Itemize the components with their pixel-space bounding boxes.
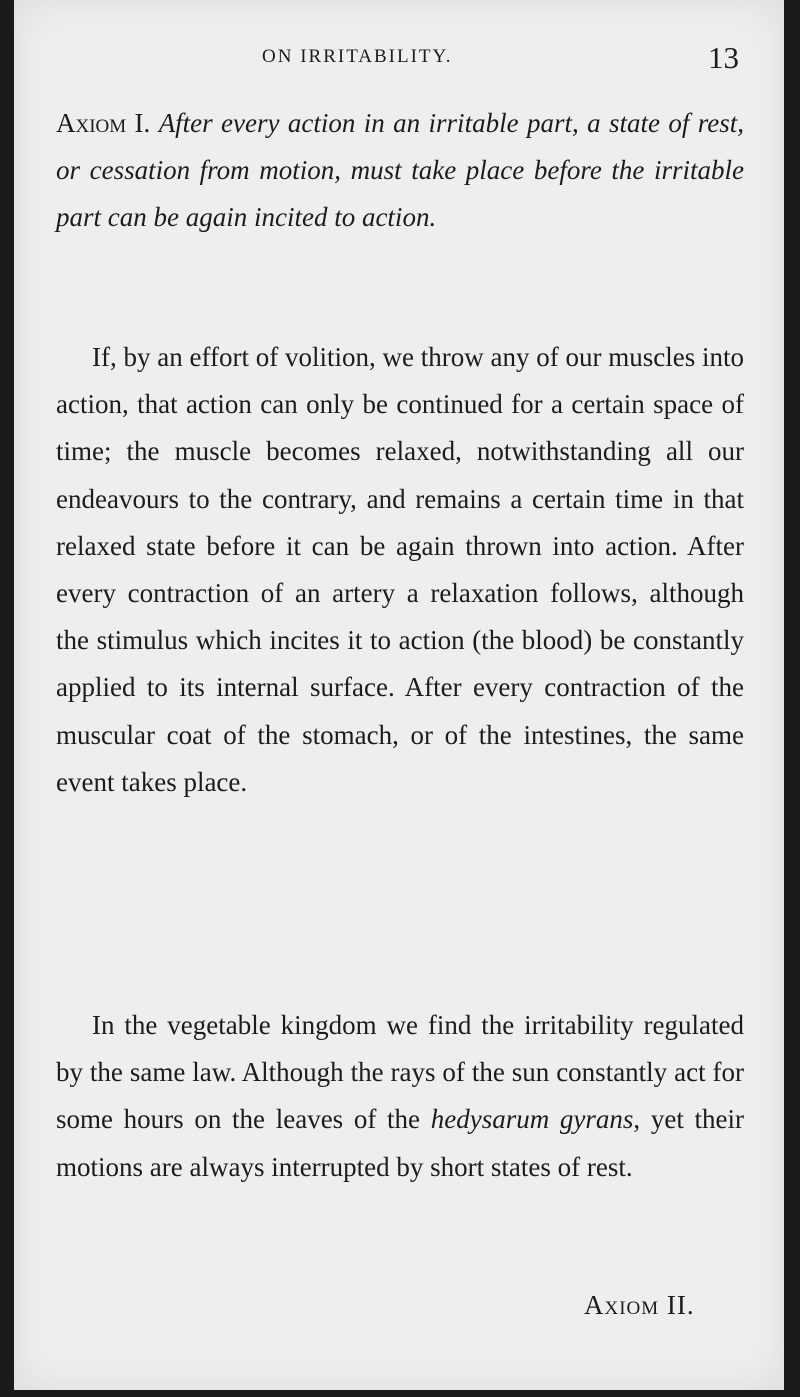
axiom-one-text: After every action in an irritable part, a state of rest, or cessation from motion, must take place before the irritable part can be again incited to action.: [56, 108, 744, 233]
axiom-one: [56, 100, 744, 242]
paragraph-vegetable-kingdom: [56, 1002, 744, 1191]
page-number: 13: [708, 40, 739, 75]
paragraph-text-start: In the vegetable kingdom we find the irritability regulated by the same law. Although the rays of the sun constantly act for some hours on the leaves of the: [56, 1010, 744, 1135]
plant-name: hedysarum gyrans: [430, 1104, 634, 1135]
book-page: [14, 0, 784, 1390]
paragraph-volition: If, by an effort of volition, we throw any of our muscles into action, that action can only be continued for a certain space of time; the muscle becomes relaxed, notwithstanding all our endeavours to the contrary, and remains a certain time in that relaxed state before it can be again thrown into action. After every contraction of an artery a relaxation follows, although the stimulus which incites it to action (the blood) be constantly applied to its internal surface. After every contraction of the muscular coat of the stomach, or of the intestines, the same event takes place.: [56, 342, 744, 797]
paragraph-text-end: , yet their motions are always interrupted by short states of rest.: [56, 1104, 744, 1182]
running-head: ON IRRITABILITY.: [262, 46, 453, 67]
catchword: Axiom II.: [584, 1290, 695, 1320]
page-header: [14, 40, 784, 76]
axiom-one-label: Axiom I.: [56, 108, 151, 138]
